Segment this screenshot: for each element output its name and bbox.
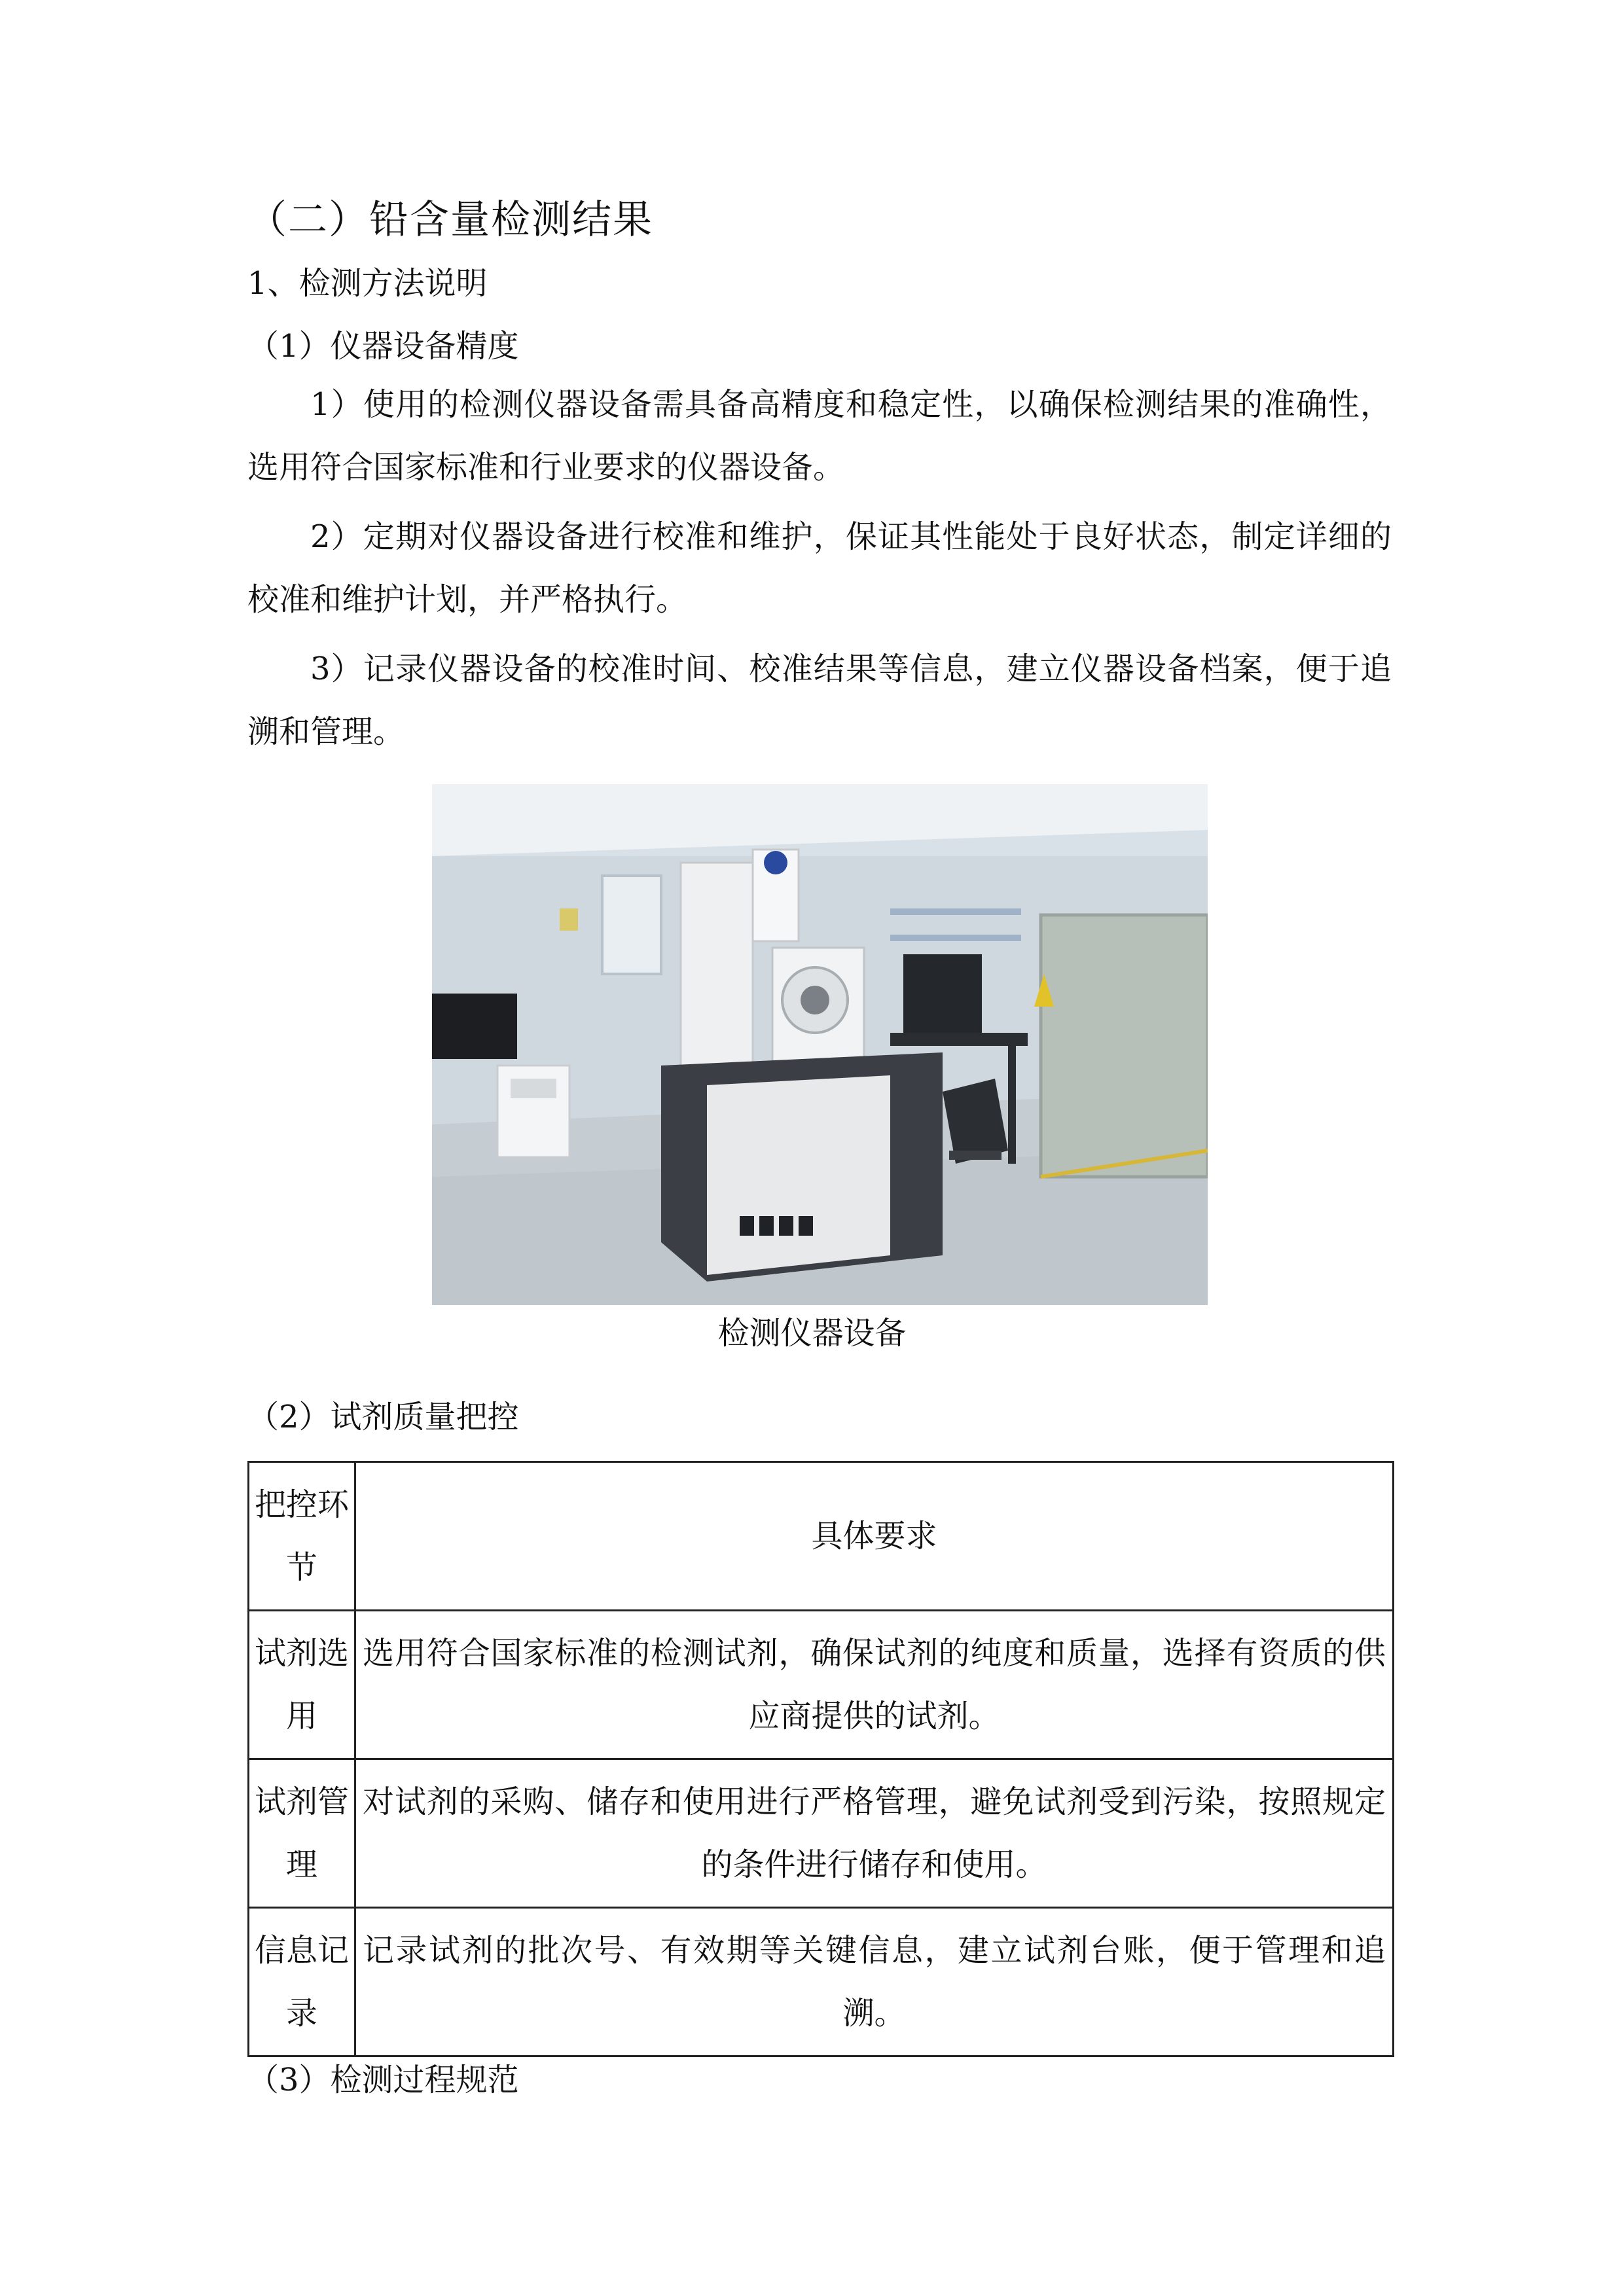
table-cell-stage: 信息记录 [249, 1908, 355, 2056]
paragraph-2-text: 2）定期对仪器设备进行校准和维护，保证其性能处于良好状态，制定详细的校准和维护计划，并严格执行。 [247, 518, 1392, 618]
table-cell-requirement: 选用符合国家标准的检测试剂，确保试剂的纯度和质量，选择有资质的供应商提供的试剂。 [355, 1611, 1394, 1759]
paragraph-3-text: 3）记录仪器设备的校准时间、校准结果等信息，建立仪器设备档案，便于追溯和管理。 [247, 651, 1392, 750]
paragraph-1-text: 1）使用的检测仪器设备需具备高精度和稳定性，以确保检测结果的准确性，选用符合国家标准和行业要求的仪器设备。 [247, 386, 1392, 486]
table-header-row [249, 1462, 1394, 1611]
table-cell-requirement: 对试剂的采购、储存和使用进行严格管理，避免试剂受到污染，按照规定的条件进行储存和使用。 [355, 1759, 1394, 1908]
table-cell-stage: 试剂管理 [249, 1759, 355, 1908]
table-cell-stage: 试剂选用 [249, 1611, 355, 1759]
instrument-photo [432, 784, 1208, 1305]
table-row [249, 1611, 1394, 1759]
paragraph-3 [247, 637, 1392, 763]
table-header-requirement: 具体要求 [355, 1462, 1394, 1611]
item-heading-instrument-precision: （1）仪器设备精度 [247, 328, 519, 365]
section-title: （二）铅含量检测结果 [247, 197, 653, 243]
subsection-heading: 1、检测方法说明 [247, 265, 488, 302]
reagent-control-table [247, 1461, 1394, 2057]
table-row [249, 1908, 1394, 2056]
table-row [249, 1759, 1394, 1908]
paragraph-1 [247, 373, 1392, 499]
table-cell-requirement: 记录试剂的批次号、有效期等关键信息，建立试剂台账，便于管理和追溯。 [355, 1908, 1394, 2056]
figure-caption: 检测仪器设备 [717, 1315, 907, 1352]
item-heading-process-standard: （3）检测过程规范 [247, 2062, 519, 2098]
paragraph-2 [247, 505, 1392, 631]
item-heading-reagent-quality: （2）试剂质量把控 [247, 1399, 519, 1435]
table-header-stage: 把控环节 [249, 1462, 355, 1611]
